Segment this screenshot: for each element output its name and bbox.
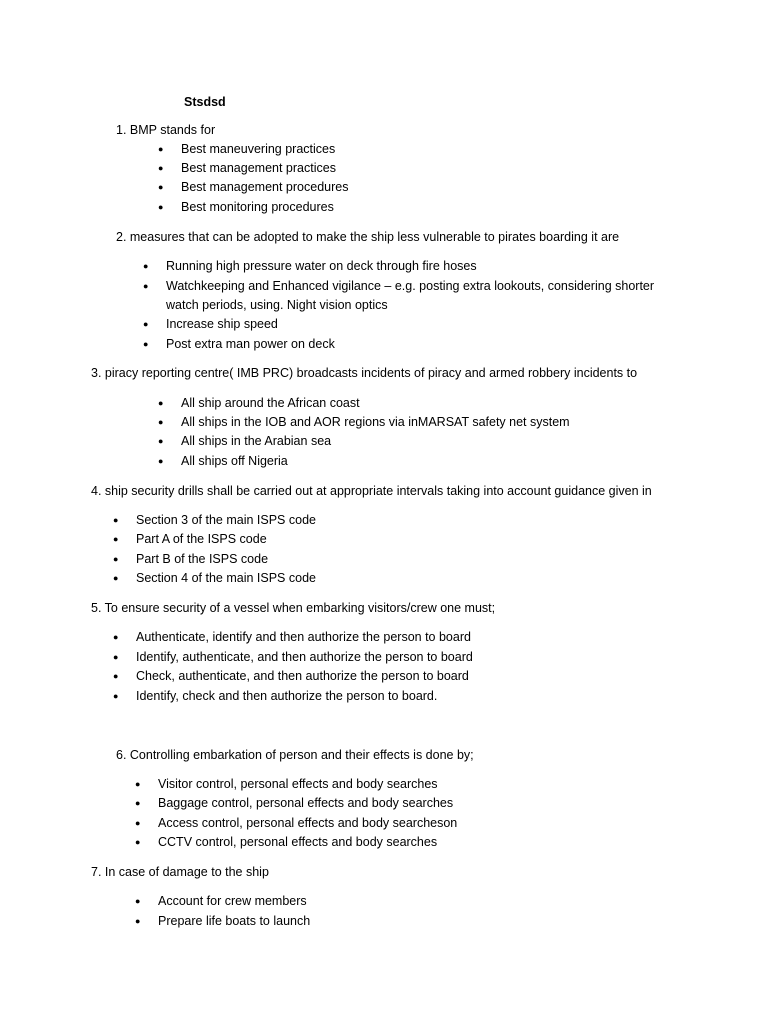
bullet: ● bbox=[135, 896, 141, 906]
q5-option-4: Identify, check and then authorize the person to board. bbox=[136, 689, 438, 703]
question-3: 3. piracy reporting centre( IMB PRC) broadcasts incidents of piracy and armed robbery incidents to bbox=[91, 366, 638, 380]
bullet: ● bbox=[113, 671, 119, 681]
bullet: ● bbox=[158, 398, 164, 408]
q6-option-2: Baggage control, personal effects and body searches bbox=[158, 796, 454, 810]
bullet: ● bbox=[158, 436, 164, 446]
bullet: ● bbox=[158, 417, 164, 427]
q3-option-1: All ship around the African coast bbox=[181, 396, 360, 410]
q4-option-1: Section 3 of the main ISPS code bbox=[136, 513, 316, 527]
q5-option-3: Check, authenticate, and then authorize the person to board bbox=[136, 669, 469, 683]
question-2: 2. measures that can be adopted to make the ship less vulnerable to pirates boarding it are bbox=[116, 230, 620, 244]
q3-option-3: All ships in the Arabian sea bbox=[181, 434, 332, 448]
bullet: ● bbox=[135, 818, 141, 828]
page-title: Stsdsd bbox=[184, 95, 226, 109]
q6-option-4: CCTV control, personal effects and body searches bbox=[158, 835, 438, 849]
bullet: ● bbox=[135, 779, 141, 789]
bullet: ● bbox=[158, 144, 164, 154]
bullet: ● bbox=[135, 916, 141, 926]
bullet: ● bbox=[113, 554, 119, 564]
q3-option-2: All ships in the IOB and AOR regions via inMARSAT safety net system bbox=[181, 415, 570, 429]
question-5: 5. To ensure security of a vessel when embarking visitors/crew one must; bbox=[91, 601, 496, 615]
q6-option-1: Visitor control, personal effects and body searches bbox=[158, 777, 438, 791]
q5-option-2: Identify, authenticate, and then authorize the person to board bbox=[136, 650, 473, 664]
q6-option-3: Access control, personal effects and body searcheson bbox=[158, 816, 458, 830]
bullet: ● bbox=[113, 573, 119, 583]
question-1: 1. BMP stands for bbox=[116, 123, 216, 137]
q1-option-4: Best monitoring procedures bbox=[181, 200, 334, 214]
bullet: ● bbox=[143, 261, 149, 271]
bullet: ● bbox=[158, 202, 164, 212]
bullet: ● bbox=[143, 339, 149, 349]
q5-option-1: Authenticate, identify and then authorize the person to board bbox=[136, 630, 471, 644]
bullet: ● bbox=[113, 691, 119, 701]
q4-option-2: Part A of the ISPS code bbox=[136, 532, 267, 546]
question-4: 4. ship security drills shall be carried out at appropriate intervals taking into account guidance given in bbox=[91, 484, 652, 498]
bullet: ● bbox=[135, 837, 141, 847]
q4-option-4: Section 4 of the main ISPS code bbox=[136, 571, 316, 585]
q2-option-3: Increase ship speed bbox=[166, 317, 278, 331]
q2-option-4: Post extra man power on deck bbox=[166, 337, 335, 351]
bullet: ● bbox=[143, 281, 149, 291]
bullet: ● bbox=[113, 534, 119, 544]
bullet: ● bbox=[113, 632, 119, 642]
q1-option-3: Best management procedures bbox=[181, 180, 349, 194]
q2-option-1: Running high pressure water on deck through fire hoses bbox=[166, 259, 477, 273]
bullet: ● bbox=[158, 182, 164, 192]
bullet: ● bbox=[135, 798, 141, 808]
bullet: ● bbox=[113, 515, 119, 525]
q3-option-4: All ships off Nigeria bbox=[181, 454, 288, 468]
bullet: ● bbox=[143, 319, 149, 329]
q1-option-2: Best management practices bbox=[181, 161, 336, 175]
q1-option-1: Best maneuvering practices bbox=[181, 142, 336, 156]
bullet: ● bbox=[158, 456, 164, 466]
bullet: ● bbox=[158, 163, 164, 173]
q7-option-2: Prepare life boats to launch bbox=[158, 914, 311, 928]
q2-option-2: Watchkeeping and Enhanced vigilance – e.g. posting extra lookouts, considering shorter watch periods, using. Night vision optics bbox=[166, 279, 655, 312]
q4-option-3: Part B of the ISPS code bbox=[136, 552, 269, 566]
bullet: ● bbox=[113, 652, 119, 662]
question-7: 7. In case of damage to the ship bbox=[91, 865, 269, 879]
q7-option-1: Account for crew members bbox=[158, 894, 307, 908]
question-6: 6. Controlling embarkation of person and their effects is done by; bbox=[116, 748, 474, 762]
